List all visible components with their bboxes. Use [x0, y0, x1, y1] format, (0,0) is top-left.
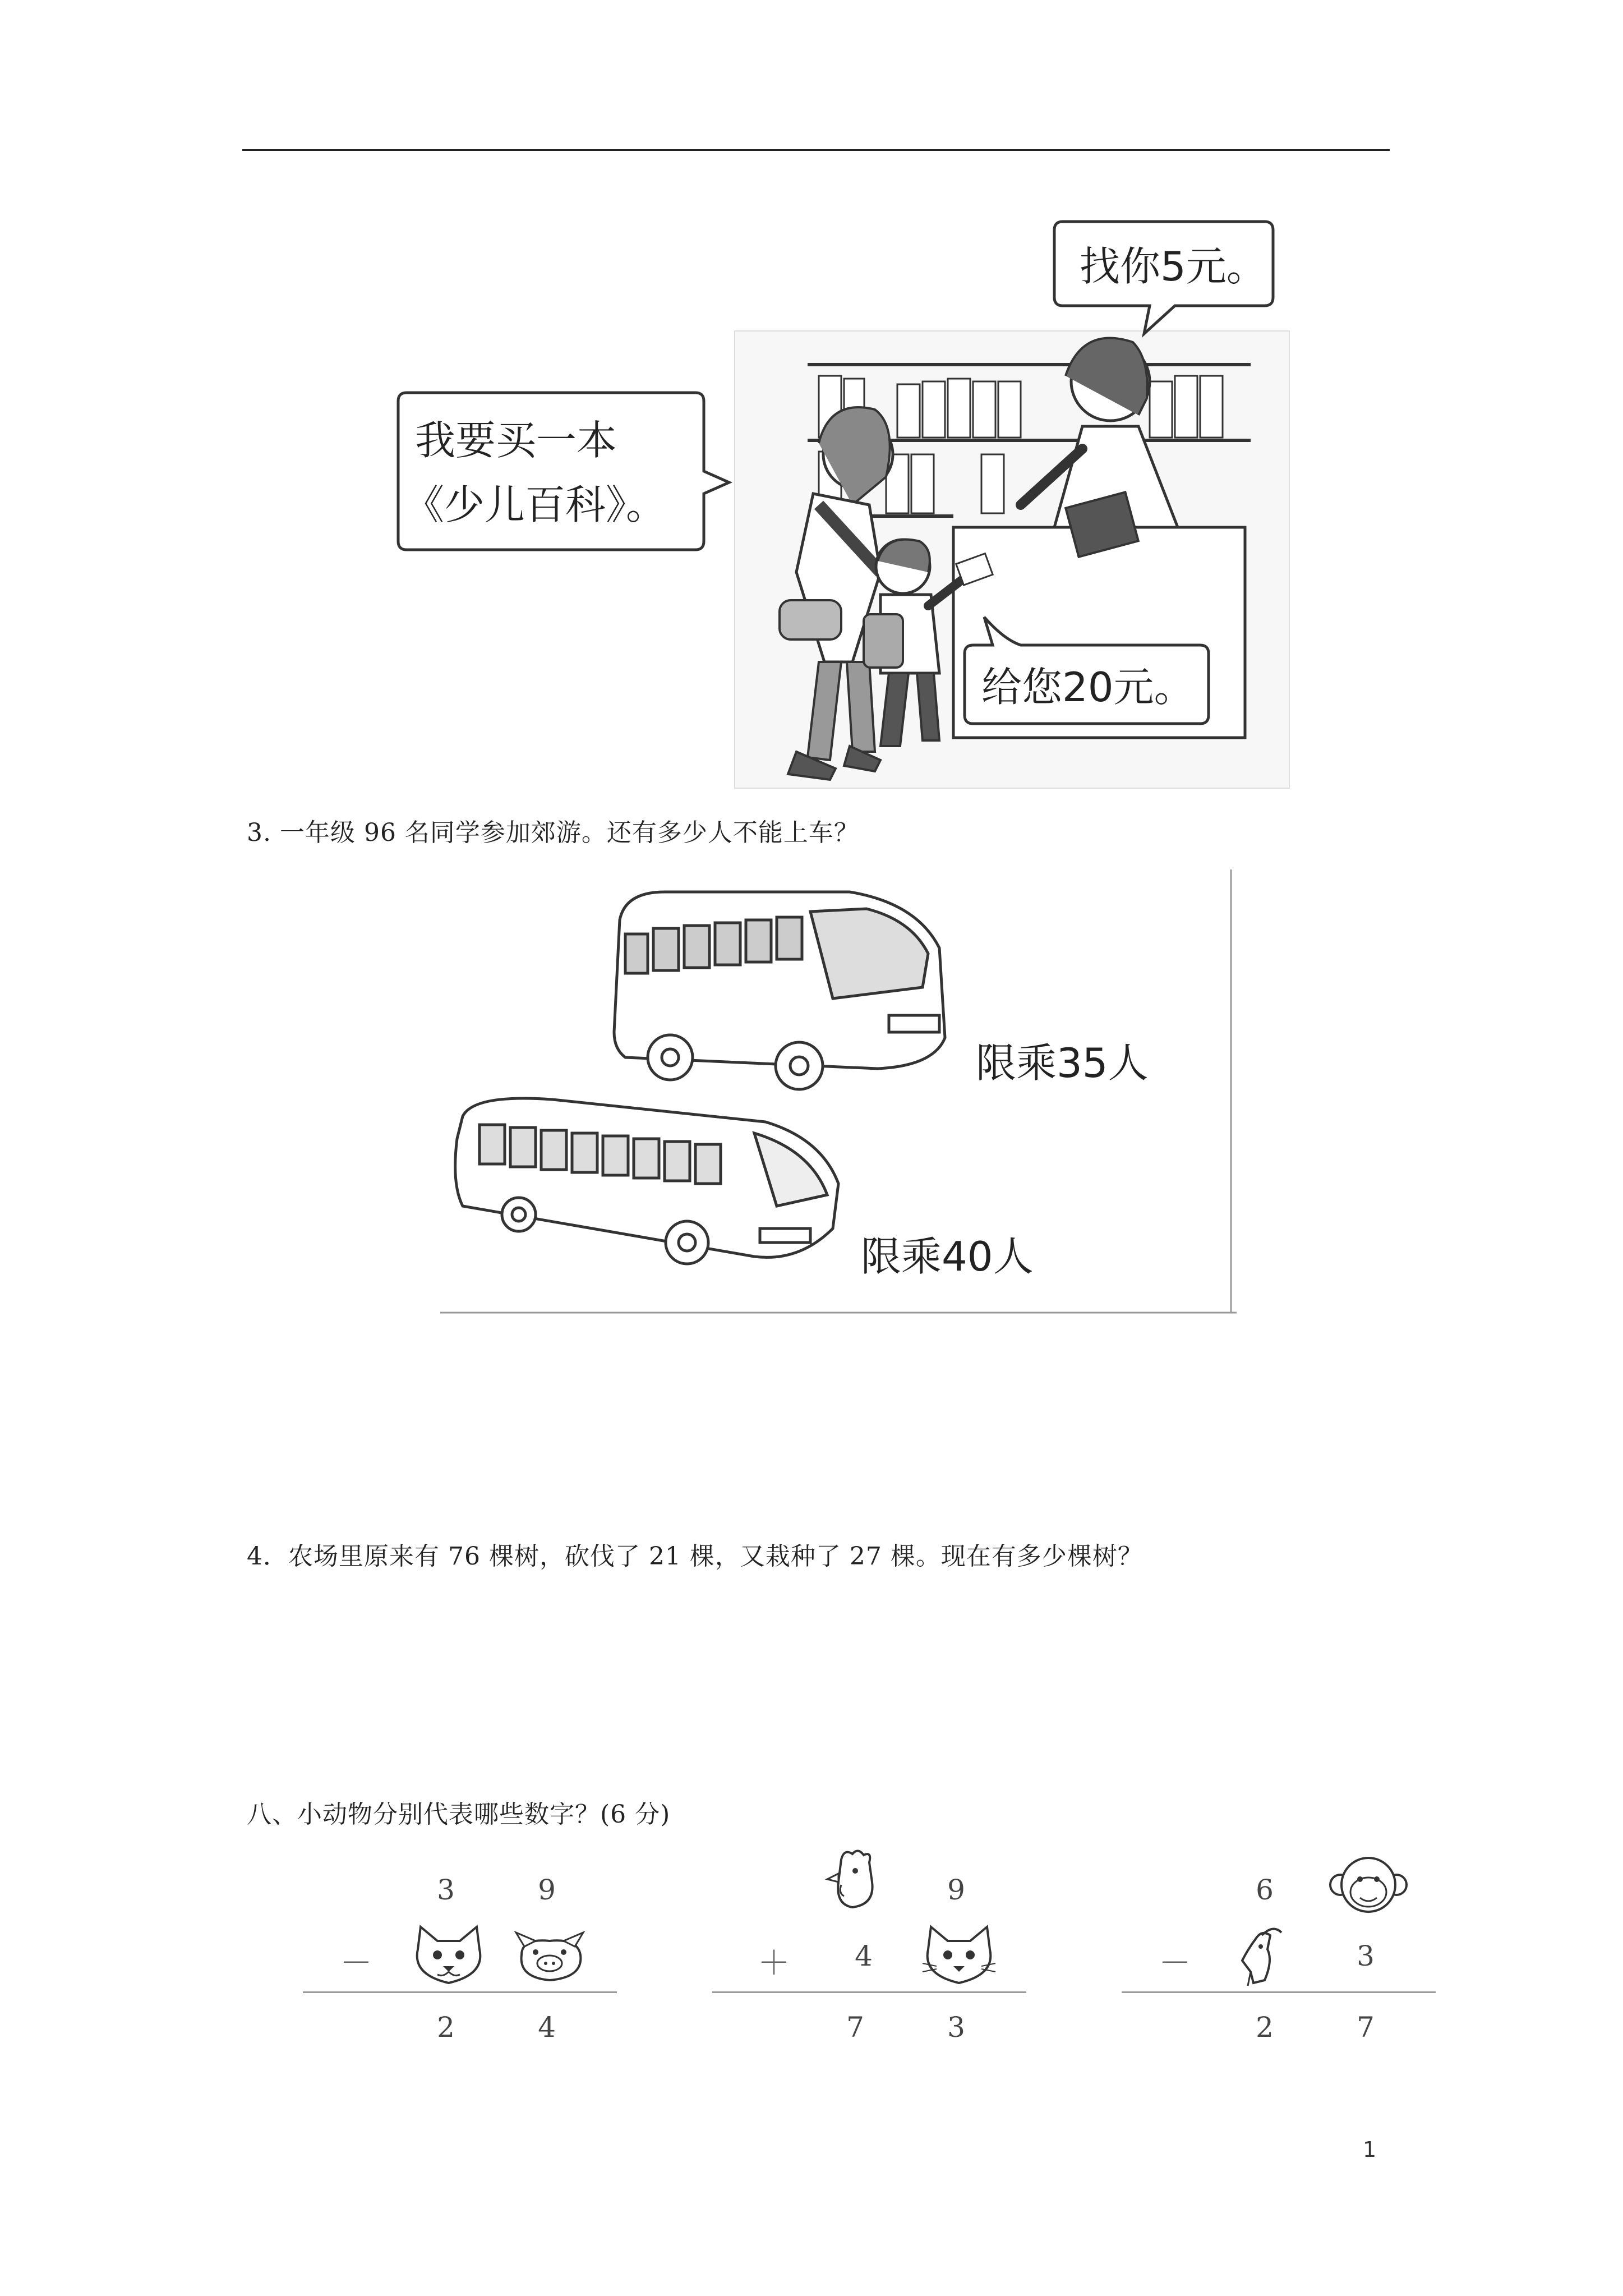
seller-speech-text: 找你5元。 [1080, 243, 1267, 290]
puzzle2-bottom-right-digit: 3 [947, 2011, 965, 2044]
animal-puzzle-3 [1122, 1874, 1436, 2098]
puzzle2-bottom-left-digit: 7 [846, 2011, 864, 2044]
puzzle3-divider [1122, 1991, 1436, 1993]
puzzle2-operator: ＋ [757, 1944, 790, 1982]
puzzle1-divider [303, 1991, 617, 1993]
puzzle1-operator: － [339, 1944, 372, 1982]
puzzle2-mid-left-digit: 4 [855, 1940, 873, 1972]
child-speech-text: 给您20元。 [981, 664, 1195, 711]
animal-puzzle-1 [303, 1874, 617, 2098]
cat-face-icon [409, 1924, 488, 1986]
mother-speech-line2: 《少儿百科》。 [404, 481, 667, 528]
puzzle3-mid-right-digit: 3 [1357, 1940, 1375, 1972]
rooster-icon [813, 1848, 892, 1910]
bus1-capacity-label: 限乘35人 [976, 1039, 1149, 1087]
section-8-heading: 八、小动物分别代表哪些数字？(6 分) [247, 1800, 671, 1829]
monkey-face-icon [1329, 1854, 1408, 1916]
puzzle3-bottom-right-digit: 7 [1357, 2011, 1375, 2044]
bookstore-illustration [393, 213, 1290, 791]
bus2-capacity-label: 限乘40人 [861, 1233, 1034, 1280]
buses-illustration [440, 869, 1237, 1318]
puzzle1-bottom-left-digit: 2 [437, 2011, 455, 2044]
puzzle3-bottom-left-digit: 2 [1256, 2011, 1274, 2044]
goat-icon [1217, 1927, 1295, 1989]
puzzle2-top-right-digit: 9 [947, 1874, 965, 1906]
bus-icon [614, 892, 945, 1089]
puzzle2-divider [712, 1991, 1026, 1993]
cat-face-icon [920, 1924, 998, 1986]
header-rule [242, 149, 1390, 151]
puzzle1-top-left-digit: 3 [437, 1874, 455, 1906]
puzzle3-operator: － [1158, 1944, 1191, 1982]
puzzle1-top-right-digit: 9 [538, 1874, 556, 1906]
pig-face-icon [510, 1927, 589, 1989]
question-3: 3. 一年级 96 名同学参加郊游。还有多少人不能上车？ [247, 818, 859, 847]
bus-icon [455, 1098, 838, 1264]
question-4: 4．农场里原来有 76 棵树，砍伐了 21 棵，又栽种了 27 棵。现在有多少棵树？ [247, 1542, 1143, 1571]
puzzle3-top-left-digit: 6 [1256, 1874, 1274, 1906]
mother-speech-line1: 我要买一本 [415, 417, 617, 464]
page-number: 1 [1363, 2137, 1377, 2162]
puzzle1-bottom-right-digit: 4 [538, 2011, 556, 2044]
animal-puzzle-2 [712, 1874, 1026, 2098]
